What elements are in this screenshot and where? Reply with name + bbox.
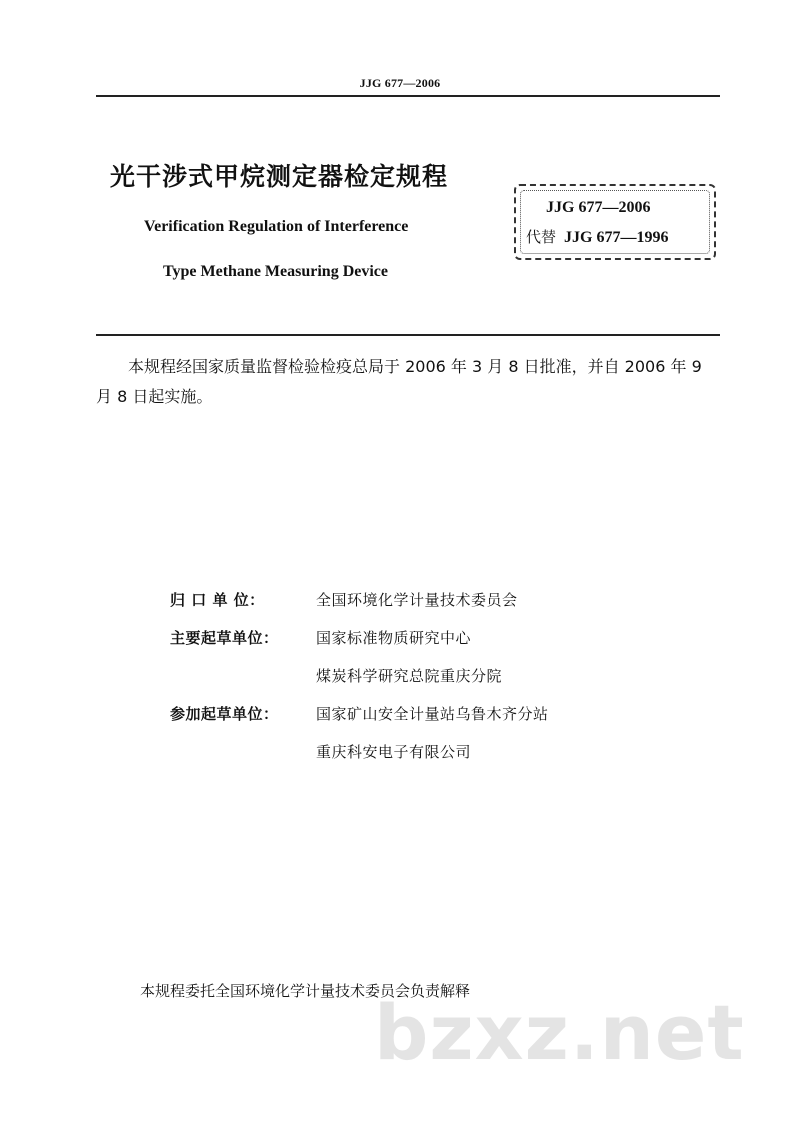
interpretation-note: 本规程委托全国环境化学计量技术委员会负责解释 — [140, 982, 471, 1000]
approval-text: 本规程经国家质量监督检验检疫总局于 2006 年 3 月 8 日批准，并自 2006 年 9 月 8 日起实施。 — [96, 357, 702, 406]
unit-row — [170, 694, 549, 732]
drafting-units — [170, 580, 549, 770]
header-rule — [96, 95, 720, 97]
unit-value: 全国环境化学计量技术委员会 — [316, 590, 518, 609]
title-chinese: 光干涉式甲烷测定器检定规程 — [110, 162, 449, 191]
unit-label: 归 口 单 位： — [170, 590, 265, 609]
unit-label: 参加起草单位： — [170, 704, 279, 723]
current-code: JJG 677—2006 — [546, 199, 651, 216]
unit-value: 国家标准物质研究中心 — [316, 628, 472, 647]
regulation-code-box — [514, 184, 716, 260]
unit-row — [170, 732, 549, 770]
unit-value: 煤炭科学研究总院重庆分院 — [316, 666, 503, 685]
title-english-line-1: Verification Regulation of Interference — [144, 218, 409, 235]
watermark: bzxz.net — [374, 988, 745, 1077]
unit-value: 重庆科安电子有限公司 — [316, 742, 472, 761]
unit-value: 国家矿山安全计量站乌鲁木齐分站 — [316, 704, 549, 723]
approval-statement — [96, 352, 720, 412]
title-english-line-2: Type Methane Measuring Device — [163, 263, 388, 280]
unit-row — [170, 580, 549, 618]
running-header: JJG 677—2006 — [359, 76, 441, 90]
replaces-code: JJG 677—1996 — [564, 229, 669, 246]
unit-label: 主要起草单位： — [170, 628, 279, 647]
replaces-line — [526, 226, 668, 247]
title-rule — [96, 334, 720, 336]
replaces-label: 代替 — [526, 228, 557, 246]
unit-row — [170, 656, 549, 694]
unit-row — [170, 618, 549, 656]
